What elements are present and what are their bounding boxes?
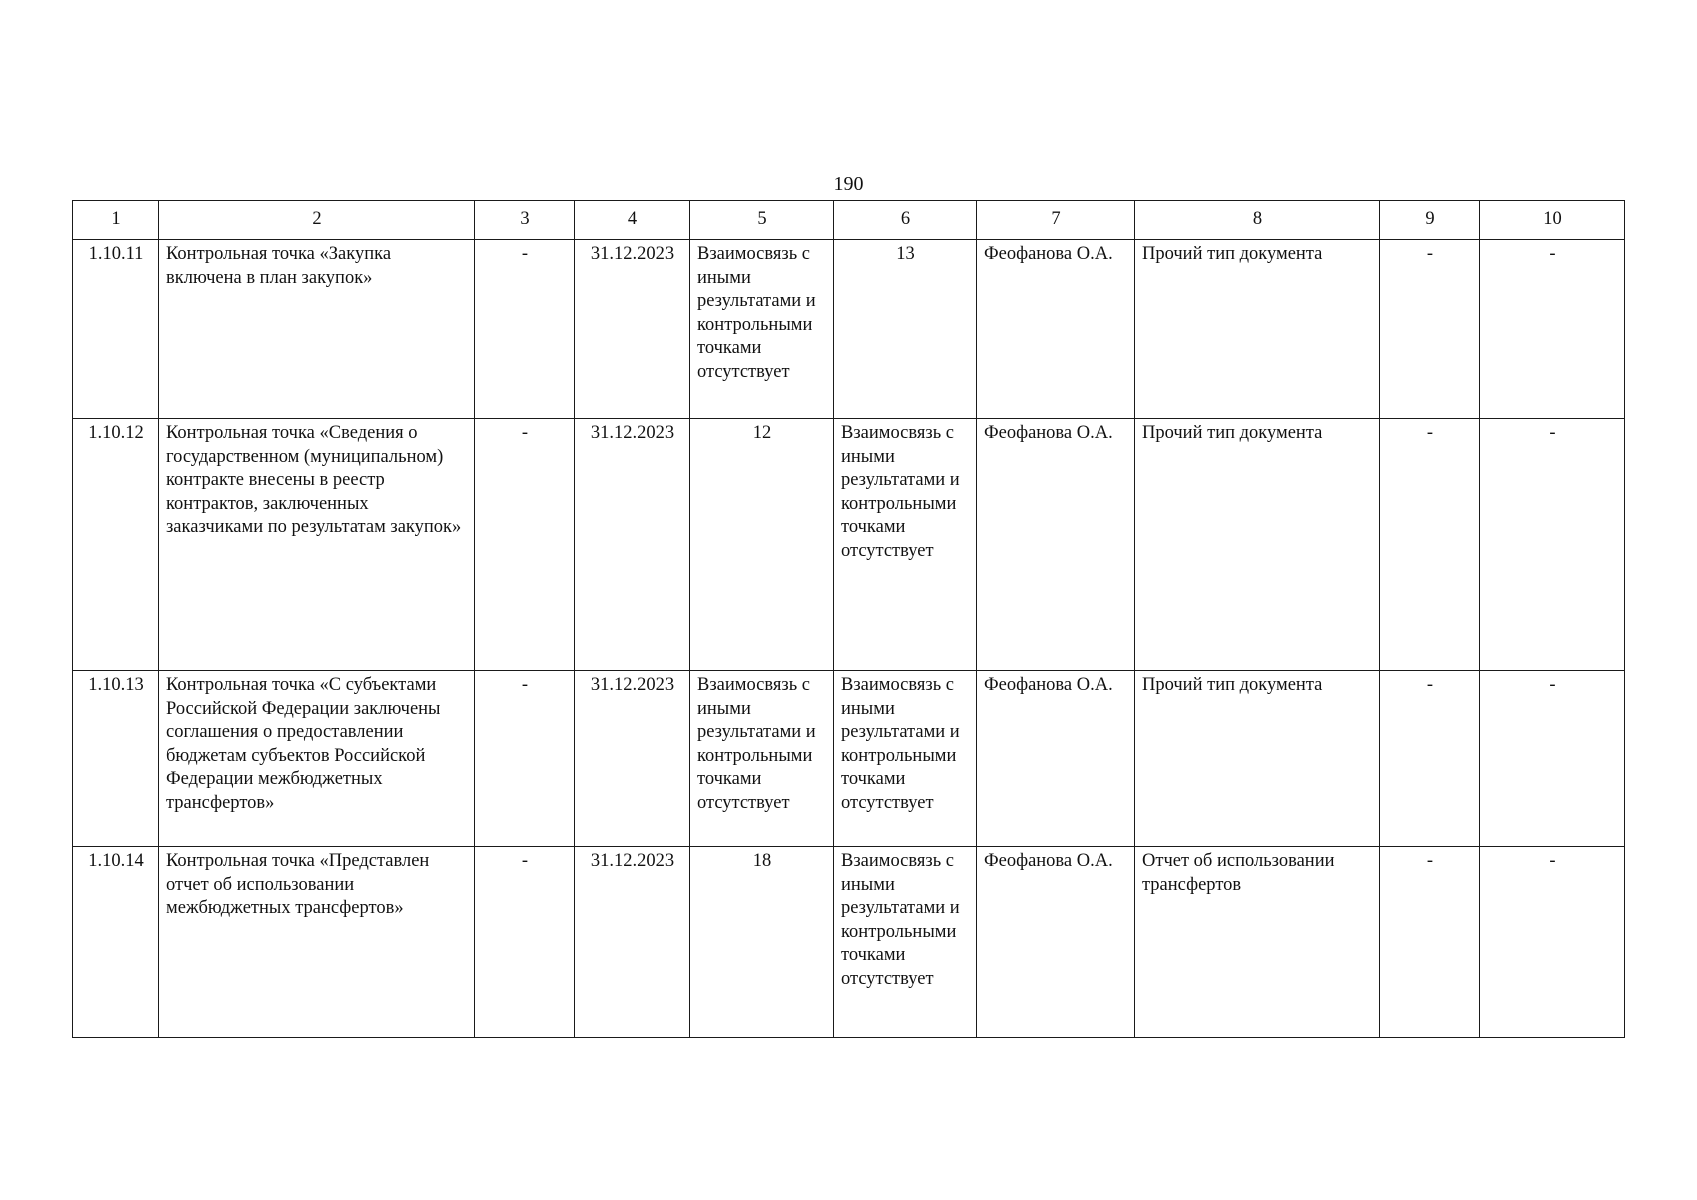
cell-col-3: -: [475, 671, 575, 847]
header-cell: 10: [1480, 201, 1625, 240]
table-header-row: [73, 201, 1625, 240]
header-cell: 9: [1380, 201, 1480, 240]
document-type: Прочий тип документа: [1135, 419, 1380, 671]
responsible-person: Феофанова О.А.: [977, 240, 1135, 419]
header-cell: 8: [1135, 201, 1380, 240]
cell-col-3: -: [475, 419, 575, 671]
page-number: 190: [833, 173, 864, 195]
cell-col-9: -: [1380, 419, 1480, 671]
cell-col-9: -: [1380, 240, 1480, 419]
cell-col-3: -: [475, 240, 575, 419]
cell-col-5: Взаимосвязь с иными результатами и контрольными точками отсутствует: [690, 240, 834, 419]
due-date: 31.12.2023: [575, 240, 690, 419]
table-row: [73, 847, 1625, 1038]
document-type: Отчет об использовании трансфертов: [1135, 847, 1380, 1038]
cell-col-10: -: [1480, 240, 1625, 419]
table-row: [73, 671, 1625, 847]
cell-col-5: Взаимосвязь с иными результатами и контрольными точками отсутствует: [690, 671, 834, 847]
control-points-table: [72, 200, 1625, 1038]
row-number: 1.10.14: [73, 847, 159, 1038]
header-cell: 6: [834, 201, 977, 240]
table-row: [73, 419, 1625, 671]
header-cell: 4: [575, 201, 690, 240]
control-point-name: Контрольная точка «Закупка включена в план закупок»: [159, 240, 475, 419]
cell-col-6: Взаимосвязь с иными результатами и контрольными точками отсутствует: [834, 847, 977, 1038]
cell-col-3: -: [475, 847, 575, 1038]
responsible-person: Феофанова О.А.: [977, 847, 1135, 1038]
document-type: Прочий тип документа: [1135, 240, 1380, 419]
cell-col-5: 18: [690, 847, 834, 1038]
header-cell: 7: [977, 201, 1135, 240]
header-cell: 3: [475, 201, 575, 240]
responsible-person: Феофанова О.А.: [977, 419, 1135, 671]
document-type: Прочий тип документа: [1135, 671, 1380, 847]
control-point-name: Контрольная точка «С субъектами Российской Федерации заключены соглашения о предоставлении бюджетам субъектов Российской Федерации межбюджетных трансфертов»: [159, 671, 475, 847]
cell-col-6: Взаимосвязь с иными результатами и контрольными точками отсутствует: [834, 419, 977, 671]
cell-col-6: Взаимосвязь с иными результатами и контрольными точками отсутствует: [834, 671, 977, 847]
cell-col-9: -: [1380, 671, 1480, 847]
control-point-name: Контрольная точка «Представлен отчет об использовании межбюджетных трансфертов»: [159, 847, 475, 1038]
cell-col-5: 12: [690, 419, 834, 671]
cell-col-6: 13: [834, 240, 977, 419]
header-cell: 5: [690, 201, 834, 240]
header-cell: 1: [73, 201, 159, 240]
row-number: 1.10.12: [73, 419, 159, 671]
control-point-name: Контрольная точка «Сведения о государственном (муниципальном) контракте внесены в реестр контрактов, заключенных заказчиками по результатам закупок»: [159, 419, 475, 671]
cell-col-10: -: [1480, 847, 1625, 1038]
cell-col-10: -: [1480, 671, 1625, 847]
cell-col-10: -: [1480, 419, 1625, 671]
header-cell: 2: [159, 201, 475, 240]
row-number: 1.10.11: [73, 240, 159, 419]
responsible-person: Феофанова О.А.: [977, 671, 1135, 847]
row-number: 1.10.13: [73, 671, 159, 847]
due-date: 31.12.2023: [575, 847, 690, 1038]
table-row: [73, 240, 1625, 419]
cell-col-9: -: [1380, 847, 1480, 1038]
due-date: 31.12.2023: [575, 671, 690, 847]
due-date: 31.12.2023: [575, 419, 690, 671]
